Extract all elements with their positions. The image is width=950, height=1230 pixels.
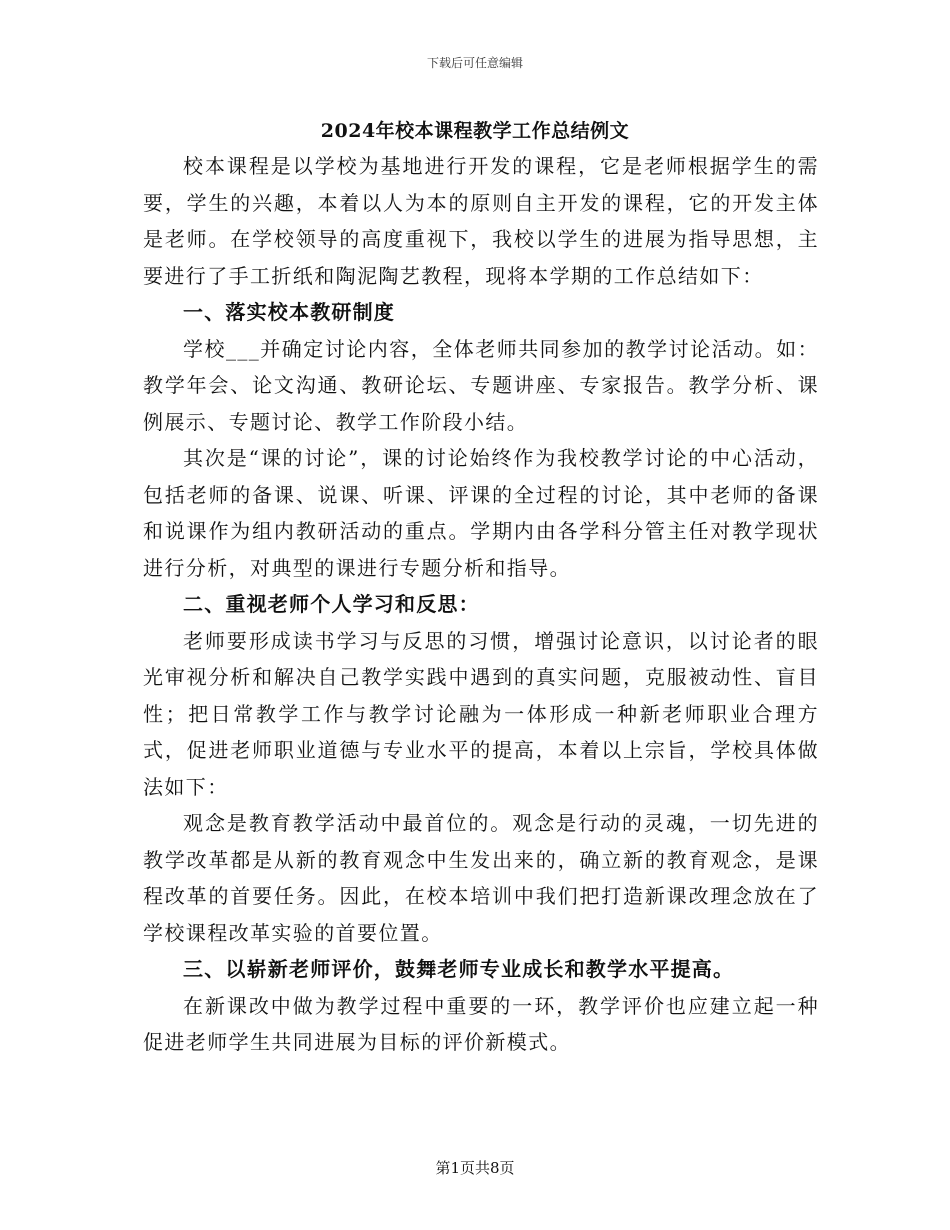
paragraph-concepts: 观念是教育教学活动中最首位的。观念是行动的灵魂，一切先进的教学改革都是从新的教育观念中生发出来的，确立新的教育观念，是课程改革的首要任务。因此，在校本培训中我们把打造新课改理念放在了学校课程改革实验的首要位置。 — [143, 811, 819, 945]
paragraph-evaluation: 在新课改中做为教学过程中重要的一环，教学评价也应建立起一种促进老师学生共同进展为目标的评价新模式。 — [143, 993, 819, 1054]
paragraph-reflection: 老师要形成读书学习与反思的习惯，增强讨论意识，以讨论者的眼光审视分析和解决自己教学实践中遇到的真实问题，克服被动性、盲目性；把日常教学工作与教学讨论融为一体形成一种新老师职业合理方式，促进老师职业道德与专业水平的提高，本着以上宗旨，学校具体做法如下： — [143, 628, 819, 799]
section-heading-1: 一、落实校本教研制度 — [183, 300, 395, 324]
document-body — [143, 148, 819, 1061]
paragraph-lesson-discussion: 其次是“课的讨论”，课的讨论始终作为我校教学讨论的中心活动，包括老师的备课、说课、听课、评课的全过程的讨论，其中老师的备课和说课作为组内教研活动的重点。学期内由各学科分管主任对教学现状进行分析，对典型的课进行专题分析和指导。 — [143, 446, 819, 580]
section-heading-3: 三、以崭新老师评价，鼓舞老师专业成长和教学水平提高。 — [183, 957, 735, 981]
paragraph-intro: 校本课程是以学校为基地进行开发的课程，它是老师根据学生的需要，学生的兴趣，本着以人为本的原则自主开发的课程，它的开发主体是老师。在学校领导的高度重视下，我校以学生的进展为指导思想，主要进行了手工折纸和陶泥陶艺教程，现将本学期的工作总结如下： — [143, 154, 819, 288]
download-note: 下载后可任意编辑 — [426, 56, 523, 70]
document-title: 2024年校本课程教学工作总结例文 — [320, 120, 630, 142]
section-heading-2: 二、重视老师个人学习和反思： — [183, 592, 480, 616]
page-number: 第1页共8页 — [435, 1159, 515, 1177]
paragraph-research-activities: 学校___并确定讨论内容，全体老师共同参加的教学讨论活动。如：教学年会、论文沟通、教研论坛、专题讲座、专家报告。教学分析、课例展示、专题讨论、教学工作阶段小结。 — [143, 336, 819, 434]
